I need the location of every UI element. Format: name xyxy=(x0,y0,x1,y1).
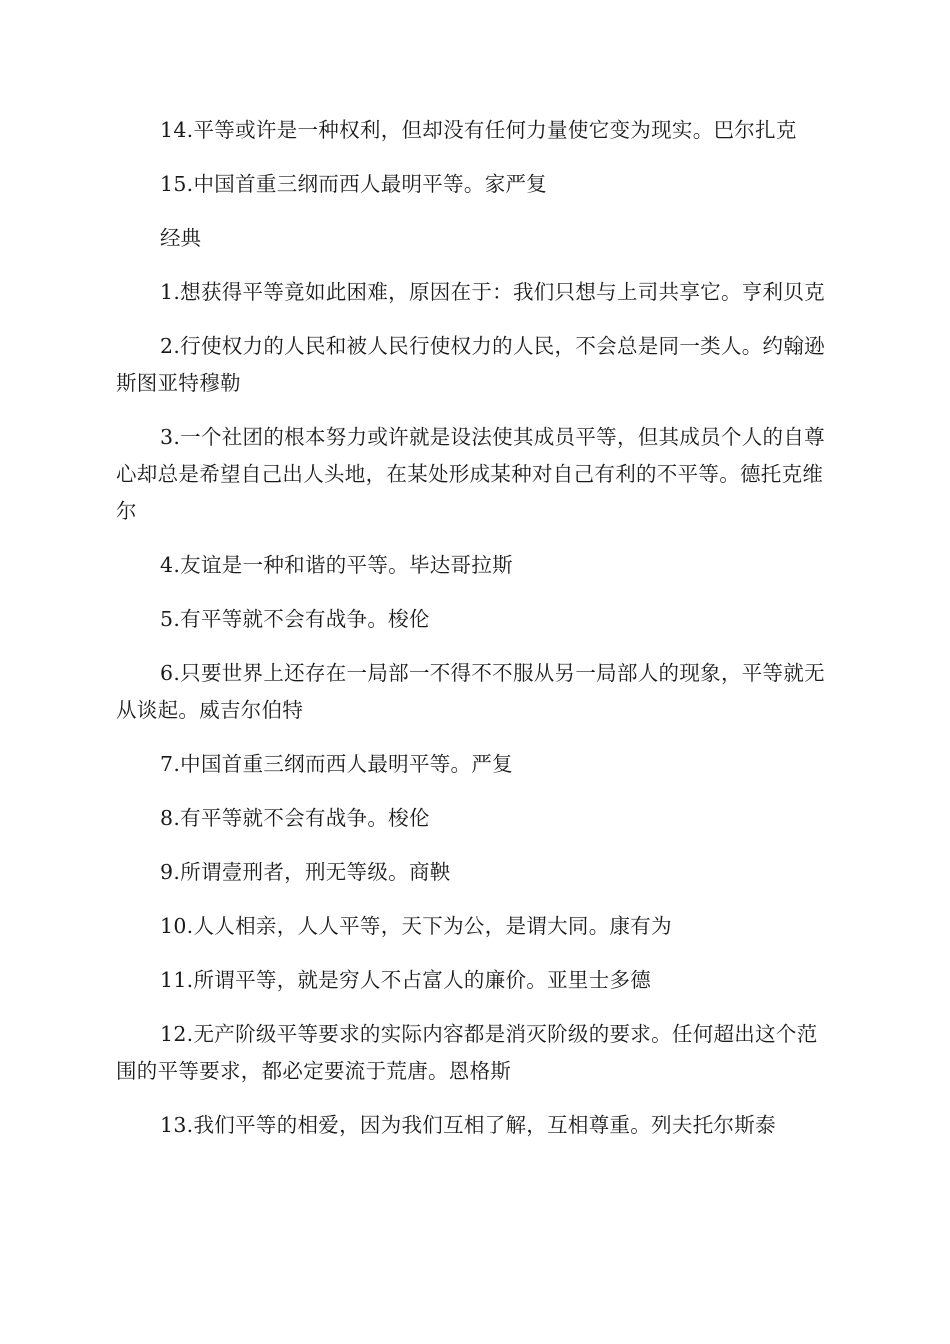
quote-paragraph: 15.中国首重三纲而西人最明平等。家严复 xyxy=(160,172,548,196)
section-heading: 经典 xyxy=(160,226,201,250)
quote-paragraph: 11.所谓平等，就是穷人不占富人的廉价。亚里士多德 xyxy=(160,968,652,992)
document-body xyxy=(116,112,834,1161)
quote-paragraph: 6.只要世界上还存在一局部一不得不不服从另一局部人的现象，平等就无从谈起。威吉尔伯特 xyxy=(116,661,825,722)
quote-paragraph: 2.行使权力的人民和被人民行使权力的人民，不会总是同一类人。约翰逊斯图亚特穆勒 xyxy=(116,334,825,395)
quote-paragraph: 12.无产阶级平等要求的实际内容都是消灭阶级的要求。任何超出这个范围的平等要求，都必定要流于荒唐。恩格斯 xyxy=(116,1022,818,1083)
quote-paragraph: 8.有平等就不会有战争。梭伦 xyxy=(160,806,430,830)
quote-paragraph: 9.所谓壹刑者，刑无等级。商鞅 xyxy=(160,860,451,884)
quote-paragraph: 13.我们平等的相爱，因为我们互相了解，互相尊重。列夫托尔斯泰 xyxy=(160,1113,776,1137)
quote-paragraph: 10.人人相亲，人人平等，天下为公，是谓大同。康有为 xyxy=(160,914,672,938)
quote-paragraph: 5.有平等就不会有战争。梭伦 xyxy=(160,607,430,631)
quote-paragraph: 1.想获得平等竟如此困难，原因在于：我们只想与上司共享它。亨利贝克 xyxy=(160,280,825,304)
quote-paragraph: 3.一个社团的根本努力或许就是设法使其成员平等，但其成员个人的自尊心却总是希望自己出人头地，在某处形成某种对自己有利的不平等。德托克维尔 xyxy=(116,425,825,523)
quote-paragraph: 4.友谊是一种和谐的平等。毕达哥拉斯 xyxy=(160,553,513,577)
quote-paragraph: 7.中国首重三纲而西人最明平等。严复 xyxy=(160,752,513,776)
quote-paragraph: 14.平等或许是一种权利，但却没有任何力量使它变为现实。巴尔扎克 xyxy=(160,118,797,142)
